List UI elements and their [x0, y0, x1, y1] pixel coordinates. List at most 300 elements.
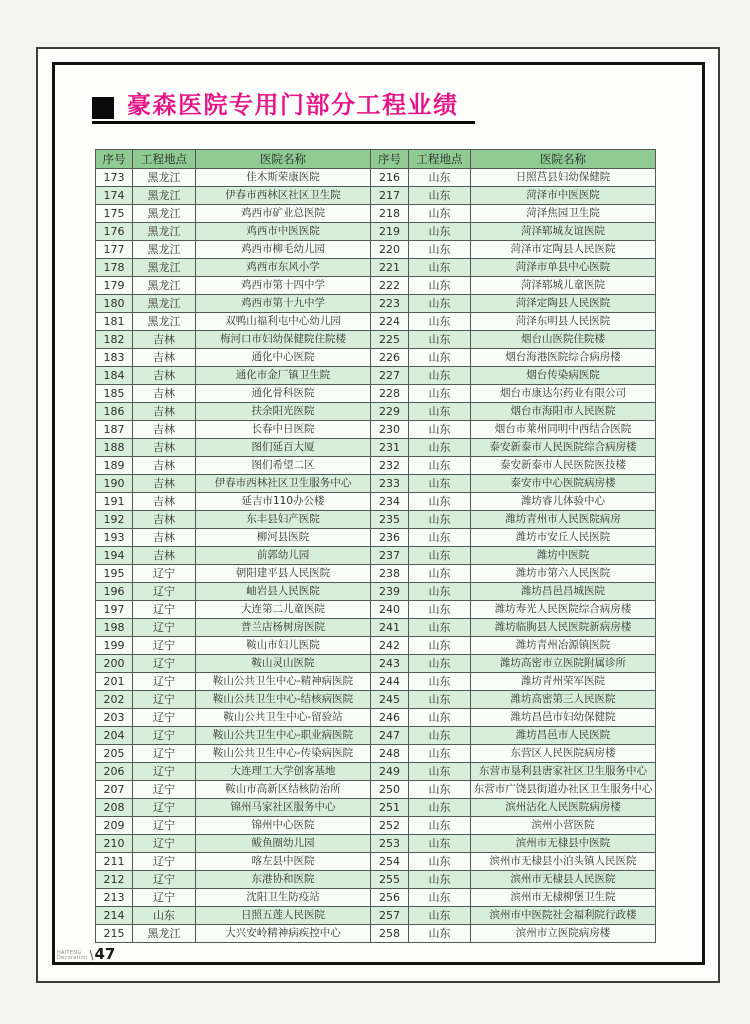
brand-line2: Decoration [57, 955, 88, 961]
row-number-cell: 191 [96, 493, 133, 511]
row-number-cell: 183 [96, 349, 133, 367]
location-cell: 山东 [409, 835, 471, 853]
row-number-cell: 182 [96, 331, 133, 349]
location-cell: 山东 [409, 205, 471, 223]
table-row [96, 637, 656, 655]
page-title: 豪森医院专用门部分工程业绩 [127, 91, 459, 119]
hospital-name-cell: 泰安市中心医院病房楼 [471, 475, 656, 493]
row-number-cell: 181 [96, 313, 133, 331]
table-row [96, 871, 656, 889]
hospital-name-cell: 日照莒县妇幼保健院 [471, 169, 656, 187]
hospital-name-cell: 通化中心医院 [196, 349, 371, 367]
location-cell: 辽宁 [133, 619, 196, 637]
row-number-cell: 221 [371, 259, 409, 277]
page-inner-frame [52, 62, 705, 965]
table-row [96, 421, 656, 439]
location-cell: 辽宁 [133, 763, 196, 781]
row-number-cell: 198 [96, 619, 133, 637]
row-number-cell: 219 [371, 223, 409, 241]
location-cell: 辽宁 [133, 709, 196, 727]
hospital-name-cell: 菏泽定陶县人民医院 [471, 295, 656, 313]
table-row [96, 835, 656, 853]
hospital-name-cell: 滨州市立医院病房楼 [471, 925, 656, 943]
row-number-cell: 236 [371, 529, 409, 547]
row-number-cell: 232 [371, 457, 409, 475]
hospital-name-cell: 东营区人民医院病房楼 [471, 745, 656, 763]
table-row [96, 601, 656, 619]
hospital-name-cell: 滨州市无棣县小泊头镇人民医院 [471, 853, 656, 871]
row-number-cell: 202 [96, 691, 133, 709]
location-cell: 山东 [409, 349, 471, 367]
table-row [96, 817, 656, 835]
row-number-cell: 200 [96, 655, 133, 673]
row-number-cell: 195 [96, 565, 133, 583]
location-cell: 辽宁 [133, 565, 196, 583]
hospital-name-cell: 鞍山公共卫生中心-留验站 [196, 709, 371, 727]
location-cell: 辽宁 [133, 745, 196, 763]
location-cell: 山东 [409, 475, 471, 493]
hospital-name-cell: 鞍山市高新区结核防治所 [196, 781, 371, 799]
location-cell: 山东 [409, 241, 471, 259]
row-number-cell: 233 [371, 475, 409, 493]
header-hospital-right: 医院名称 [471, 150, 656, 169]
table-row [96, 457, 656, 475]
row-number-cell: 199 [96, 637, 133, 655]
row-number-cell: 226 [371, 349, 409, 367]
row-number-cell: 179 [96, 277, 133, 295]
row-number-cell: 173 [96, 169, 133, 187]
table-row [96, 241, 656, 259]
hospital-name-cell: 鞍山公共卫生中心-结核病医院 [196, 691, 371, 709]
hospital-name-cell: 东营市广饶县街道办社区卫生服务中心 [471, 781, 656, 799]
location-cell: 山东 [409, 763, 471, 781]
hospital-name-cell: 鞍山公共卫生中心-传染病医院 [196, 745, 371, 763]
row-number-cell: 223 [371, 295, 409, 313]
hospital-name-cell: 鸡西市第十四中学 [196, 277, 371, 295]
table-row [96, 475, 656, 493]
location-cell: 辽宁 [133, 727, 196, 745]
row-number-cell: 241 [371, 619, 409, 637]
location-cell: 山东 [409, 223, 471, 241]
row-number-cell: 242 [371, 637, 409, 655]
location-cell: 黑龙江 [133, 925, 196, 943]
hospital-name-cell: 普兰店杨树房医院 [196, 619, 371, 637]
hospital-name-cell: 潍坊青州冶源镇医院 [471, 637, 656, 655]
row-number-cell: 215 [96, 925, 133, 943]
location-cell: 吉林 [133, 385, 196, 403]
hospital-name-cell: 鞍山公共卫生中心-职业病医院 [196, 727, 371, 745]
table-row [96, 511, 656, 529]
page-footer [57, 945, 116, 963]
location-cell: 山东 [409, 727, 471, 745]
location-cell: 山东 [409, 637, 471, 655]
location-cell: 山东 [409, 493, 471, 511]
hospital-name-cell: 伊春市西林社区卫生服务中心 [196, 475, 371, 493]
table-row [96, 493, 656, 511]
hospital-name-cell: 图们希望二区 [196, 457, 371, 475]
location-cell: 黑龙江 [133, 241, 196, 259]
row-number-cell: 213 [96, 889, 133, 907]
location-cell: 辽宁 [133, 781, 196, 799]
hospital-name-cell: 伊春市西林区社区卫生院 [196, 187, 371, 205]
page-number: 47 [94, 945, 116, 963]
row-number-cell: 189 [96, 457, 133, 475]
location-cell: 山东 [409, 907, 471, 925]
hospital-name-cell: 潍坊昌邑昌城医院 [471, 583, 656, 601]
row-number-cell: 230 [371, 421, 409, 439]
hospital-name-cell: 图们延百大厦 [196, 439, 371, 457]
table-row [96, 295, 656, 313]
row-number-cell: 224 [371, 313, 409, 331]
row-number-cell: 239 [371, 583, 409, 601]
location-cell: 吉林 [133, 331, 196, 349]
row-number-cell: 175 [96, 205, 133, 223]
location-cell: 辽宁 [133, 655, 196, 673]
location-cell: 山东 [409, 457, 471, 475]
hospital-name-cell: 鲅鱼圈幼儿园 [196, 835, 371, 853]
table-row [96, 763, 656, 781]
location-cell: 山东 [409, 889, 471, 907]
brand-line1: HAITENG [57, 950, 82, 956]
table-row [96, 565, 656, 583]
location-cell: 辽宁 [133, 583, 196, 601]
location-cell: 山东 [409, 925, 471, 943]
location-cell: 山东 [409, 331, 471, 349]
location-cell: 山东 [409, 403, 471, 421]
hospital-name-cell: 菏泽东明县人民医院 [471, 313, 656, 331]
row-number-cell: 225 [371, 331, 409, 349]
row-number-cell: 231 [371, 439, 409, 457]
hospital-name-cell: 潍坊青州市人民医院病房 [471, 511, 656, 529]
row-number-cell: 252 [371, 817, 409, 835]
table-body [96, 169, 656, 943]
location-cell: 吉林 [133, 403, 196, 421]
hospital-name-cell: 通化骨科医院 [196, 385, 371, 403]
hospital-name-cell: 锦州中心医院 [196, 817, 371, 835]
location-cell: 吉林 [133, 529, 196, 547]
header-no-left: 序号 [96, 150, 133, 169]
location-cell: 山东 [409, 583, 471, 601]
row-number-cell: 245 [371, 691, 409, 709]
location-cell: 辽宁 [133, 871, 196, 889]
row-number-cell: 184 [96, 367, 133, 385]
table-row [96, 349, 656, 367]
location-cell: 山东 [409, 673, 471, 691]
row-number-cell: 180 [96, 295, 133, 313]
row-number-cell: 214 [96, 907, 133, 925]
location-cell: 辽宁 [133, 673, 196, 691]
location-cell: 山东 [409, 601, 471, 619]
hospital-name-cell: 东丰县妇产医院 [196, 511, 371, 529]
location-cell: 山东 [409, 385, 471, 403]
table-header [96, 150, 656, 169]
hospital-name-cell: 沈阳卫生防疫站 [196, 889, 371, 907]
hospital-name-cell: 鸡西市中医医院 [196, 223, 371, 241]
location-cell: 吉林 [133, 349, 196, 367]
hospital-name-cell: 泰安新泰市人民医院综合病房楼 [471, 439, 656, 457]
location-cell: 黑龙江 [133, 169, 196, 187]
hospital-name-cell: 烟台市康达尔药业有限公司 [471, 385, 656, 403]
hospital-name-cell: 东港协和医院 [196, 871, 371, 889]
row-number-cell: 210 [96, 835, 133, 853]
hospital-name-cell: 鸡西市矿业总医院 [196, 205, 371, 223]
hospital-name-cell: 梅河口市妇幼保健院住院楼 [196, 331, 371, 349]
row-number-cell: 205 [96, 745, 133, 763]
section-title [92, 92, 475, 124]
hospital-name-cell: 日照五莲人民医院 [196, 907, 371, 925]
row-number-cell: 254 [371, 853, 409, 871]
row-number-cell: 197 [96, 601, 133, 619]
row-number-cell: 192 [96, 511, 133, 529]
location-cell: 山东 [409, 853, 471, 871]
table-row [96, 889, 656, 907]
hospital-name-cell: 潍坊昌邑市人民医院 [471, 727, 656, 745]
row-number-cell: 251 [371, 799, 409, 817]
hospital-name-cell: 潍坊睿儿体验中心 [471, 493, 656, 511]
location-cell: 山东 [409, 511, 471, 529]
brand-logo [57, 951, 87, 961]
row-number-cell: 206 [96, 763, 133, 781]
hospital-name-cell: 滨州市无棣柳堡卫生院 [471, 889, 656, 907]
hospital-name-cell: 柳河县医院 [196, 529, 371, 547]
row-number-cell: 203 [96, 709, 133, 727]
hospital-name-cell: 滨州小营医院 [471, 817, 656, 835]
hospital-name-cell: 大兴安岭精神病疾控中心 [196, 925, 371, 943]
table-row [96, 619, 656, 637]
row-number-cell: 235 [371, 511, 409, 529]
location-cell: 辽宁 [133, 835, 196, 853]
table-row [96, 367, 656, 385]
location-cell: 山东 [409, 313, 471, 331]
row-number-cell: 188 [96, 439, 133, 457]
row-number-cell: 248 [371, 745, 409, 763]
hospital-name-cell: 潍坊青州荣军医院 [471, 673, 656, 691]
table-row [96, 403, 656, 421]
hospital-name-cell: 延吉市110办公楼 [196, 493, 371, 511]
hospital-name-cell: 通化市金厂镇卫生院 [196, 367, 371, 385]
hospital-name-cell: 菏泽郓城友谊医院 [471, 223, 656, 241]
location-cell: 山东 [409, 565, 471, 583]
hospital-name-cell: 滨州市中医院社会福利院行政楼 [471, 907, 656, 925]
row-number-cell: 186 [96, 403, 133, 421]
hospital-name-cell: 潍坊市第六人民医院 [471, 565, 656, 583]
hospital-name-cell: 滨州市无棣县人民医院 [471, 871, 656, 889]
table-row [96, 169, 656, 187]
location-cell: 山东 [409, 817, 471, 835]
row-number-cell: 217 [371, 187, 409, 205]
hospital-name-cell: 鞍山市妇儿医院 [196, 637, 371, 655]
location-cell: 山东 [409, 187, 471, 205]
location-cell: 黑龙江 [133, 223, 196, 241]
location-cell: 黑龙江 [133, 205, 196, 223]
row-number-cell: 247 [371, 727, 409, 745]
row-number-cell: 227 [371, 367, 409, 385]
row-number-cell: 176 [96, 223, 133, 241]
location-cell: 黑龙江 [133, 313, 196, 331]
location-cell: 山东 [409, 421, 471, 439]
header-no-right: 序号 [371, 150, 409, 169]
projects-table [95, 149, 656, 943]
row-number-cell: 218 [371, 205, 409, 223]
table-row [96, 259, 656, 277]
hospital-name-cell: 滨州市无棣县中医院 [471, 835, 656, 853]
hospital-name-cell: 鞍山公共卫生中心-精神病医院 [196, 673, 371, 691]
location-cell: 山东 [409, 259, 471, 277]
row-number-cell: 258 [371, 925, 409, 943]
brand-slash: \ [89, 948, 94, 962]
row-number-cell: 211 [96, 853, 133, 871]
location-cell: 山东 [409, 655, 471, 673]
table-row [96, 655, 656, 673]
table-row [96, 547, 656, 565]
location-cell: 山东 [409, 691, 471, 709]
table-row [96, 277, 656, 295]
row-number-cell: 240 [371, 601, 409, 619]
row-number-cell: 246 [371, 709, 409, 727]
hospital-name-cell: 前郭幼儿园 [196, 547, 371, 565]
row-number-cell: 196 [96, 583, 133, 601]
hospital-name-cell: 菏泽市中医医院 [471, 187, 656, 205]
row-number-cell: 253 [371, 835, 409, 853]
hospital-name-cell: 烟台市海阳市人民医院 [471, 403, 656, 421]
hospital-name-cell: 潍坊高密第三人民医院 [471, 691, 656, 709]
location-cell: 山东 [409, 367, 471, 385]
location-cell: 吉林 [133, 493, 196, 511]
location-cell: 山东 [409, 547, 471, 565]
table-row [96, 205, 656, 223]
location-cell: 山东 [409, 871, 471, 889]
location-cell: 吉林 [133, 547, 196, 565]
location-cell: 辽宁 [133, 601, 196, 619]
row-number-cell: 220 [371, 241, 409, 259]
table-row [96, 781, 656, 799]
row-number-cell: 204 [96, 727, 133, 745]
hospital-name-cell: 潍坊中医院 [471, 547, 656, 565]
hospital-name-cell: 菏泽市单县中心医院 [471, 259, 656, 277]
row-number-cell: 187 [96, 421, 133, 439]
hospital-name-cell: 东营市垦利县唐家社区卫生服务中心 [471, 763, 656, 781]
table-row [96, 385, 656, 403]
hospital-name-cell: 岫岩县人民医院 [196, 583, 371, 601]
location-cell: 吉林 [133, 439, 196, 457]
row-number-cell: 216 [371, 169, 409, 187]
row-number-cell: 229 [371, 403, 409, 421]
row-number-cell: 212 [96, 871, 133, 889]
row-number-cell: 249 [371, 763, 409, 781]
table-row [96, 727, 656, 745]
row-number-cell: 256 [371, 889, 409, 907]
hospital-name-cell: 鸡西市柳毛幼儿园 [196, 241, 371, 259]
row-number-cell: 255 [371, 871, 409, 889]
location-cell: 辽宁 [133, 637, 196, 655]
location-cell: 山东 [409, 295, 471, 313]
location-cell: 黑龙江 [133, 259, 196, 277]
row-number-cell: 222 [371, 277, 409, 295]
location-cell: 黑龙江 [133, 295, 196, 313]
hospital-name-cell: 潍坊昌邑市妇幼保健院 [471, 709, 656, 727]
location-cell: 山东 [409, 745, 471, 763]
table-row [96, 709, 656, 727]
table-row [96, 799, 656, 817]
location-cell: 辽宁 [133, 817, 196, 835]
row-number-cell: 178 [96, 259, 133, 277]
header-location-left: 工程地点 [133, 150, 196, 169]
row-number-cell: 190 [96, 475, 133, 493]
row-number-cell: 237 [371, 547, 409, 565]
table-row [96, 439, 656, 457]
location-cell: 吉林 [133, 511, 196, 529]
hospital-name-cell: 菏泽郓城儿童医院 [471, 277, 656, 295]
hospital-name-cell: 滨州沾化人民医院病房楼 [471, 799, 656, 817]
hospital-name-cell: 朝阳建平县人民医院 [196, 565, 371, 583]
hospital-name-cell: 菏泽市定陶县人民医院 [471, 241, 656, 259]
hospital-name-cell: 鸡西市东风小学 [196, 259, 371, 277]
table-row [96, 223, 656, 241]
row-number-cell: 209 [96, 817, 133, 835]
hospital-name-cell: 佳木斯荣康医院 [196, 169, 371, 187]
hospital-name-cell: 泰安新泰市人民医院医技楼 [471, 457, 656, 475]
hospital-name-cell: 潍坊临朐县人民医院新病房楼 [471, 619, 656, 637]
hospital-name-cell: 大连第二儿童医院 [196, 601, 371, 619]
hospital-name-cell: 潍坊高密市立医院附属诊所 [471, 655, 656, 673]
location-cell: 山东 [409, 709, 471, 727]
table-row [96, 583, 656, 601]
location-cell: 山东 [409, 277, 471, 295]
header-location-right: 工程地点 [409, 150, 471, 169]
table-row [96, 673, 656, 691]
location-cell: 吉林 [133, 421, 196, 439]
location-cell: 吉林 [133, 457, 196, 475]
hospital-name-cell: 烟台市莱州同明中西结合医院 [471, 421, 656, 439]
row-number-cell: 238 [371, 565, 409, 583]
location-cell: 辽宁 [133, 889, 196, 907]
table-row [96, 907, 656, 925]
hospital-name-cell: 烟台传染病医院 [471, 367, 656, 385]
title-bullet-square [92, 97, 114, 119]
table-row [96, 745, 656, 763]
table-row [96, 529, 656, 547]
table-row [96, 853, 656, 871]
table-row [96, 925, 656, 943]
row-number-cell: 177 [96, 241, 133, 259]
hospital-name-cell: 扶余阳光医院 [196, 403, 371, 421]
hospital-name-cell: 鸡西市第十九中学 [196, 295, 371, 313]
location-cell: 山东 [409, 169, 471, 187]
row-number-cell: 201 [96, 673, 133, 691]
hospital-name-cell: 喀左县中医院 [196, 853, 371, 871]
location-cell: 黑龙江 [133, 277, 196, 295]
location-cell: 吉林 [133, 367, 196, 385]
table-row [96, 187, 656, 205]
location-cell: 山东 [409, 799, 471, 817]
row-number-cell: 228 [371, 385, 409, 403]
row-number-cell: 194 [96, 547, 133, 565]
hospital-name-cell: 潍坊寿光人民医院综合病房楼 [471, 601, 656, 619]
hospital-name-cell: 烟台海港医院综合病房楼 [471, 349, 656, 367]
location-cell: 辽宁 [133, 691, 196, 709]
row-number-cell: 250 [371, 781, 409, 799]
location-cell: 山东 [409, 439, 471, 457]
hospital-name-cell: 锦州马家社区服务中心 [196, 799, 371, 817]
hospital-name-cell: 烟台山医院住院楼 [471, 331, 656, 349]
hospital-name-cell: 潍坊市安丘人民医院 [471, 529, 656, 547]
hospital-name-cell: 菏泽焦园卫生院 [471, 205, 656, 223]
row-number-cell: 243 [371, 655, 409, 673]
row-number-cell: 185 [96, 385, 133, 403]
row-number-cell: 174 [96, 187, 133, 205]
row-number-cell: 193 [96, 529, 133, 547]
row-number-cell: 244 [371, 673, 409, 691]
